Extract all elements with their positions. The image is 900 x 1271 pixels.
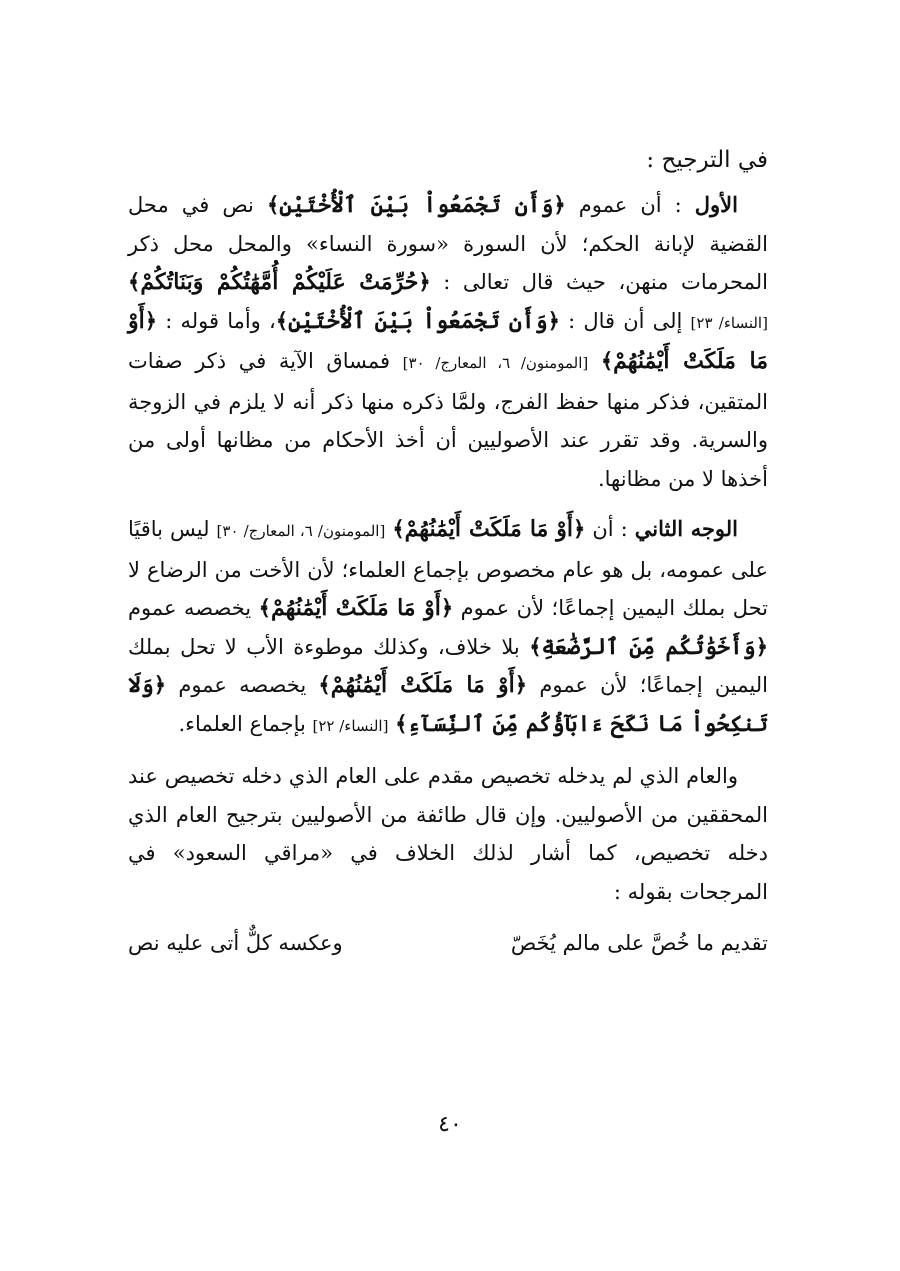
- paragraph-text: : أن عموم: [578, 193, 682, 217]
- paragraph-text: : أن: [592, 517, 628, 541]
- quran-open-bracket: ﴿: [573, 516, 586, 541]
- second-reason-label: الوجه الثاني: [634, 516, 739, 541]
- quran-close-bracket: ﴾: [128, 269, 141, 294]
- quran-verse: أَوْ مَا مَلَكَتْ أَيْمَٰنُهُمْ: [128, 307, 768, 374]
- verse-reference: [المومنون/ ٦، المعارج/ ٣٠]: [216, 522, 386, 540]
- paragraph-first-reason: [128, 186, 768, 498]
- quran-open-bracket: ﴿: [755, 633, 768, 659]
- paragraph-general-rule: والعام الذي لم يدخله تخصيص مقدم على العام الذي دخله تخصيص عند المحققين من الأصوليين. وإن قال طائفة من الأصوليين بترجيح العام الذي دخله تخصيص، كما أشار لذلك الخلاف في «مراقي السعود» في المرجحات بقوله :: [128, 764, 768, 904]
- quran-open-bracket: ﴿: [440, 595, 454, 620]
- quran-verse: أَوْ مَا مَلَكَتْ أَيْمَٰنُهُمْ: [270, 595, 441, 621]
- quran-close-bracket: ﴾: [258, 595, 271, 620]
- quran-close-bracket: ﴾: [318, 672, 331, 697]
- first-reason-label: الأول: [694, 192, 738, 217]
- page-body: [128, 140, 768, 963]
- quran-open-bracket: ﴿: [514, 672, 528, 697]
- paragraph-text: ، وأما قوله :: [165, 308, 276, 333]
- quran-close-bracket: ﴾: [395, 710, 408, 736]
- quran-verse: وَأَن تَجْمَعُواْ بَيْنَ ٱلْأُخْتَيْنِ: [288, 307, 548, 334]
- quran-close-bracket: ﴾: [600, 348, 614, 373]
- verse-reference: [النساء/ ٢٣]: [690, 313, 768, 332]
- section-intro: في الترجيح :: [646, 147, 768, 173]
- quran-open-bracket: ﴿: [547, 307, 560, 333]
- paragraph-text: بإجماع العلماء.: [178, 711, 306, 736]
- verse-second-hemistich: وعكسه كلٌّ أتى عليه نص: [128, 931, 343, 955]
- verse-reference: [المومنون/ ٦، المعارج/ ٣٠]: [402, 354, 589, 372]
- quran-close-bracket: ﴾: [275, 307, 289, 333]
- quran-close-bracket: ﴾: [529, 633, 542, 659]
- verse-first-hemistich: تقديم ما خُصَّ على مالم يُخَصّ: [510, 931, 768, 955]
- paragraph-text: نص في محل القضية لإبانة الحكم؛ لأن السورة «سورة النساء» والمحل محل ذكر المحرمات منهن، حيث قال تعالى :: [128, 193, 768, 294]
- quran-verse: وَأَخَوَٰتُكُم مِّنَ ٱلرَّضَٰعَةِ: [541, 633, 756, 660]
- paragraph-text: يخصصه عموم: [128, 596, 252, 620]
- verse-reference: [النساء/ ٢٢]: [312, 716, 389, 735]
- quran-open-bracket: ﴿: [418, 269, 431, 294]
- paragraph-text: فمساق الآية في ذكر صفات المتقين، فذكر منها حفظ الفرج، ولمَّا ذكره منها ذكر أنه لا يلزم في الزوجة والسرية. وقد تقرر عند الأصوليين أن أخذ الأحكام من مظانها أولى من أخذها لا من مظانها.: [128, 349, 768, 491]
- quran-open-bracket: ﴿: [553, 192, 566, 217]
- quran-verse: وَلَا تَنكِحُواْ مَا نَكَحَ ءَابَآؤُكُم مِّنَ ٱلنِّسَآءِ: [128, 672, 768, 737]
- paragraph-text: يخصصه عموم: [178, 673, 307, 697]
- quran-verse: أَوْ مَا مَلَكَتْ أَيْمَٰنُهُمْ: [404, 516, 574, 542]
- quran-close-bracket: ﴾: [266, 192, 280, 217]
- paragraph-text: ليس باقيًا على عمومه، بل هو عام مخصوص بإجماع العلماء؛ لأن الأخت من الرضاع لا تحل بملك اليمين إجماعًا؛ لأن عموم: [128, 517, 768, 620]
- quran-open-bracket: ﴿: [144, 307, 158, 333]
- poetry-verse: [128, 923, 768, 963]
- quran-close-bracket: ﴾: [392, 516, 405, 541]
- paragraph-text: بلا خلاف، وكذلك موطوءة الأب لا تحل بملك اليمين إجماعًا؛ لأن عموم: [128, 634, 768, 697]
- page-number: ٤٠: [438, 1112, 462, 1137]
- quran-verse: أَوْ مَا مَلَكَتْ أَيْمَٰنُهُمْ: [330, 672, 515, 698]
- paragraph-second-reason: [128, 510, 768, 745]
- quran-verse: وَأَن تَجْمَعُواْ بَيْنَ ٱلْأُخْتَيْنِ: [279, 192, 554, 218]
- quran-open-bracket: ﴿: [153, 672, 167, 697]
- paragraph-text: إلى أن قال :: [568, 308, 683, 333]
- quran-verse: حُرِّمَتْ عَلَيْكُمْ أُمَّهَٰتُكُمْ وَبَنَاتُكُمْ: [140, 269, 419, 295]
